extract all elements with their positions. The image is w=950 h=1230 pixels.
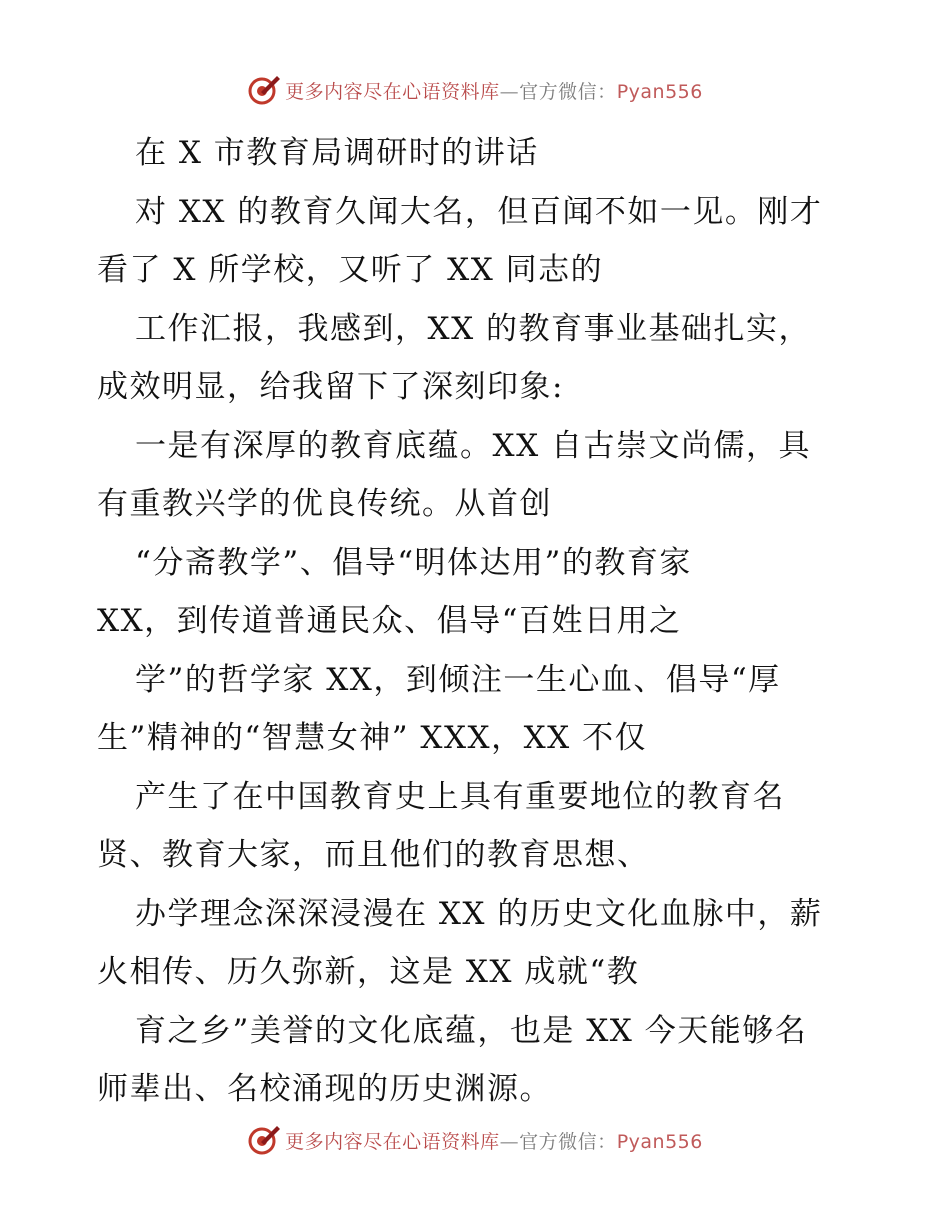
watermark-text: 更多内容尽在心语资料库	[285, 80, 500, 103]
footer-watermark	[0, 1120, 950, 1160]
document-title: 在 X 市教育局调研时的讲话	[135, 135, 539, 171]
text-line: 工作汇报，我感到，XX 的教育事业基础扎实，	[135, 310, 811, 347]
text-line: 办学理念深深浸漫在 XX 的历史文化血脉中，薪	[135, 895, 823, 932]
watermark-separator: —	[499, 80, 520, 103]
wechat-id: Pyan556	[616, 1130, 703, 1153]
red-pen-logo-icon	[247, 1123, 281, 1157]
text-line: 学”的哲学家 XX，到倾注一生心血、倡导“厚	[135, 661, 781, 698]
text-line: 生”精神的“智慧女神” XXX，XX 不仅	[97, 720, 648, 756]
text-line: 看了 X 所学校，又听了 XX 同志的	[97, 252, 604, 288]
text-line: 师辈出、名校涌现的历史渊源。	[97, 1071, 552, 1107]
document-body	[97, 124, 887, 1119]
text-line: 有重教兴学的优良传统。从首创	[97, 486, 552, 522]
text-line: 贤、教育大家，而且他们的教育思想、	[97, 837, 650, 873]
header-watermark	[0, 70, 950, 110]
wechat-id: Pyan556	[616, 80, 703, 103]
text-line: 成效明显，给我留下了深刻印象:	[97, 369, 564, 405]
text-line: 一是有深厚的教育底蕴。XX 自古崇文尚儒，具	[135, 427, 811, 464]
red-pen-logo-icon	[247, 73, 281, 107]
text-line: “分斋教学”、倡导“明体达用”的教育家	[135, 544, 692, 581]
text-line: 产生了在中国教育史上具有重要地位的教育名	[135, 778, 785, 815]
text-line: 对 XX 的教育久闻大名，但百闻不如一见。刚才	[135, 193, 823, 230]
wechat-label: 官方微信：	[519, 1130, 617, 1153]
wechat-label: 官方微信：	[519, 80, 617, 103]
text-line: XX，到传道普通民众、倡导“百姓日用之	[97, 603, 682, 639]
text-line: 育之乡”美誉的文化底蕴，也是 XX 今天能够名	[135, 1012, 808, 1049]
watermark-separator: —	[499, 1130, 520, 1153]
text-line: 火相传、历久弥新，这是 XX 成就“教	[97, 954, 640, 990]
watermark-text: 更多内容尽在心语资料库	[285, 1130, 500, 1153]
